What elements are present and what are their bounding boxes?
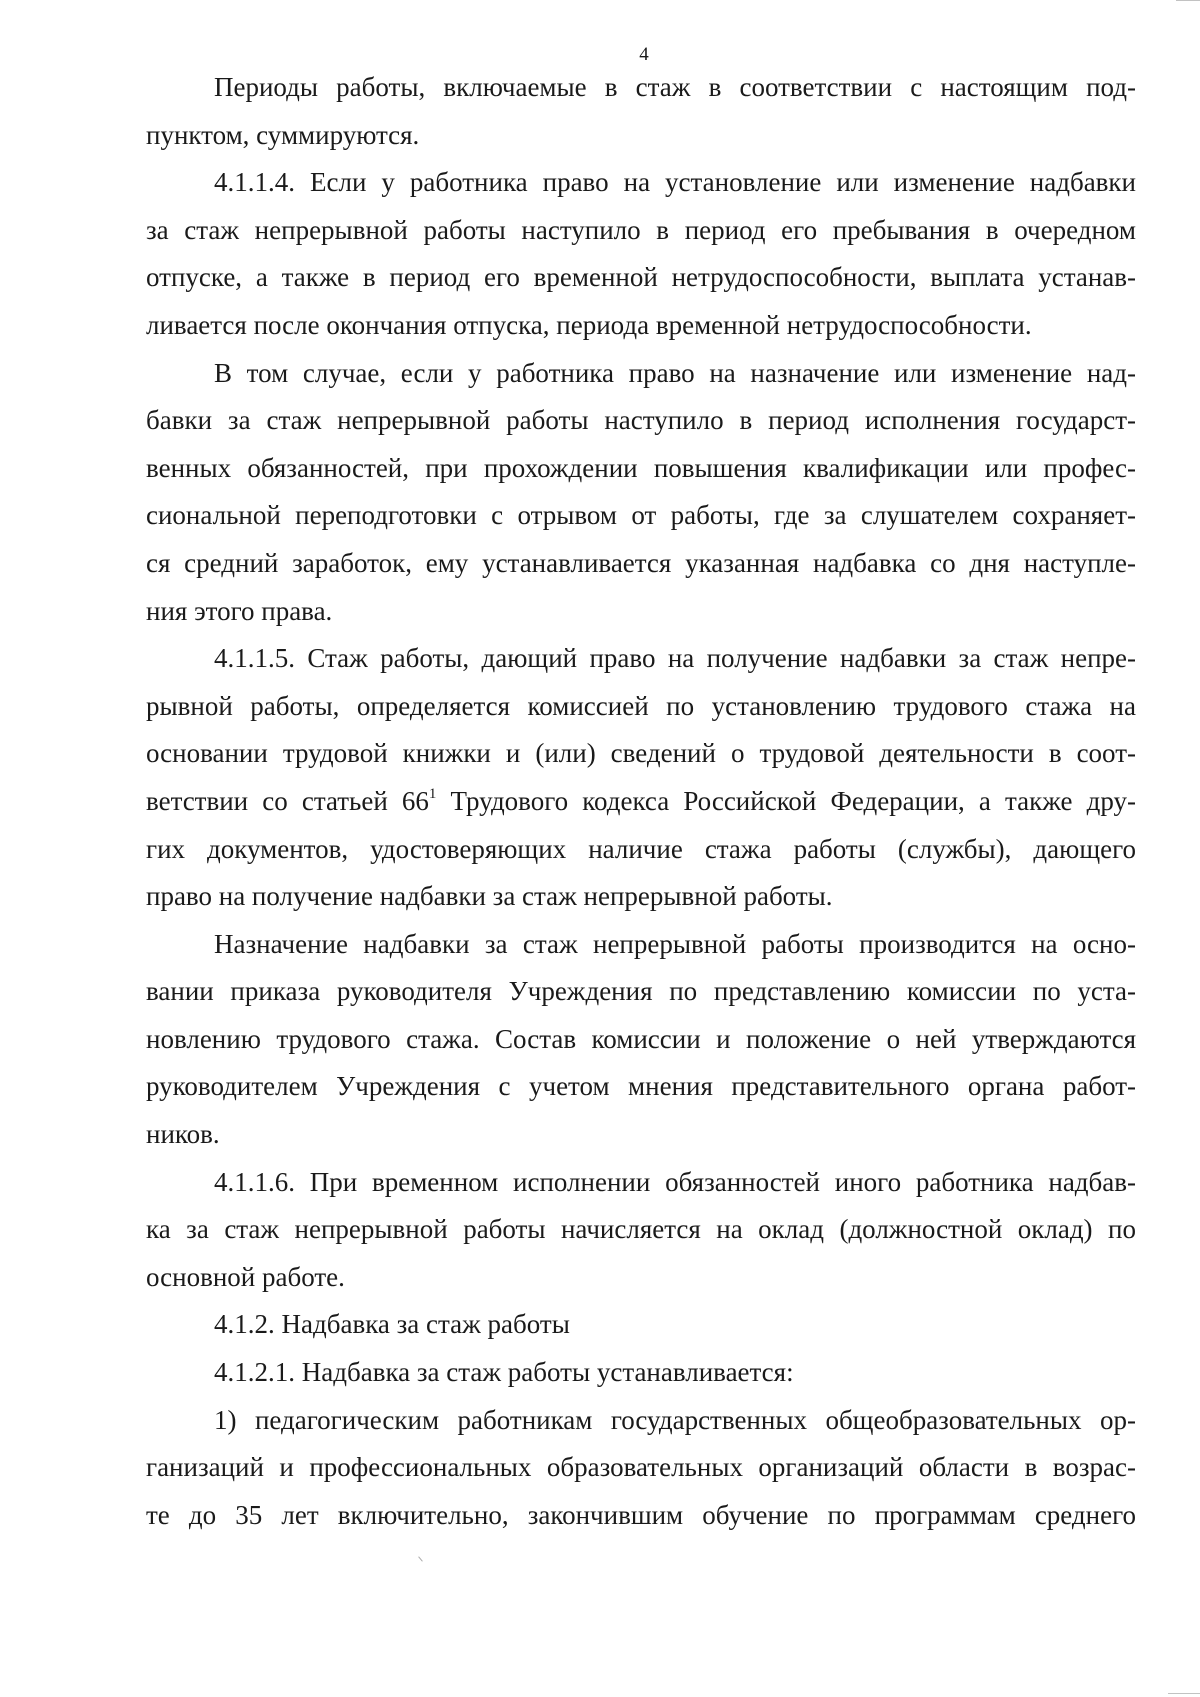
- text-line-content: ся средний заработок, ему устанавливается указанная надбавка со дня наступле-: [146, 547, 1136, 578]
- text-line: [146, 1111, 1136, 1159]
- text-line-continuation: Трудового кодекса Российской Федерации, а также дру-: [436, 785, 1136, 816]
- text-line: [146, 159, 1136, 207]
- text-line: [146, 64, 1136, 112]
- text-line-content: 1) педагогическим работникам государственных общеобразовательных ор-: [214, 1404, 1136, 1435]
- text-line-content: новлению трудового стажа. Состав комиссии и положение о ней утверждаются: [146, 1023, 1136, 1054]
- page-number: 4: [639, 44, 649, 65]
- text-line-content: ка за стаж непрерывной работы начисляется на оклад (должностной оклад) по: [146, 1214, 1136, 1245]
- text-line-content: за стаж непрерывной работы наступило в период его пребывания в очередном: [146, 214, 1136, 245]
- text-line: [146, 1206, 1136, 1254]
- text-line: [146, 873, 1136, 921]
- text-line: [146, 683, 1136, 731]
- text-line: [146, 730, 1136, 778]
- text-line-content: руководителем Учреждения с учетом мнения представительного органа работ-: [146, 1071, 1136, 1102]
- text-line: [146, 635, 1136, 683]
- text-line-content: ганизаций и профессиональных образовательных организаций области в возрас-: [146, 1452, 1136, 1483]
- text-line: [146, 1016, 1136, 1064]
- text-line: [146, 112, 1136, 160]
- text-line: [146, 397, 1136, 445]
- text-line-content: вании приказа руководителя Учреждения по представлению комиссии по уста-: [146, 976, 1136, 1007]
- text-line: [146, 1254, 1136, 1302]
- text-line: [146, 302, 1136, 350]
- text-line: [146, 207, 1136, 255]
- text-line-content: ветствии со статьей 66: [146, 785, 429, 816]
- text-line: [146, 1063, 1136, 1111]
- text-line: [146, 254, 1136, 302]
- text-line: [146, 826, 1136, 874]
- text-line: [146, 350, 1136, 398]
- text-line: [146, 1492, 1136, 1540]
- text-line-content: рывной работы, определяется комиссией по установлению трудового стажа на: [146, 690, 1136, 721]
- scan-edge-mark: [1176, 0, 1200, 1]
- text-line-content: гих документов, удостоверяющих наличие стажа работы (службы), дающего: [146, 833, 1136, 864]
- scan-speck: [418, 1556, 423, 1561]
- text-line: [146, 778, 1136, 826]
- text-line-content: В том случае, если у работника право на назначение или изменение над-: [214, 357, 1136, 388]
- text-line: [146, 1397, 1136, 1445]
- text-line: [146, 445, 1136, 493]
- text-line: [146, 1349, 1136, 1397]
- text-line-content: 4.1.1.4. Если у работника право на установление или изменение надбавки: [214, 167, 1136, 198]
- text-line-content: венных обязанностей, при прохождении повышения квалификации или профес-: [146, 452, 1136, 483]
- text-line-content: 4.1.2.1. Надбавка за стаж работы устанавливается:: [214, 1357, 794, 1388]
- text-line: [146, 588, 1136, 636]
- superscript: 1: [428, 785, 437, 802]
- text-line: [146, 540, 1136, 588]
- text-line-content: пунктом, суммируются.: [146, 119, 420, 150]
- text-line-content: Назначение надбавки за стаж непрерывной работы производится на осно-: [214, 928, 1136, 959]
- text-line-content: бавки за стаж непрерывной работы наступило в период исполнения государст-: [146, 405, 1136, 436]
- text-line: [146, 1444, 1136, 1492]
- text-line-content: ливается после окончания отпуска, периода временной нетрудоспособности.: [146, 309, 1032, 340]
- text-line-content: право на получение надбавки за стаж непрерывной работы.: [146, 881, 833, 912]
- text-line-content: основной работе.: [146, 1261, 345, 1292]
- text-line-content: те до 35 лет включительно, закончившим обучение по программам среднего: [146, 1499, 1136, 1530]
- text-line-content: 4.1.2. Надбавка за стаж работы: [214, 1309, 570, 1340]
- text-line: [146, 1301, 1136, 1349]
- text-line-content: ников.: [146, 1119, 220, 1150]
- text-line-content: 4.1.1.6. При временном исполнении обязанностей иного работника надбав-: [214, 1166, 1136, 1197]
- text-line-content: ния этого права.: [146, 595, 333, 626]
- text-line: [146, 492, 1136, 540]
- document-body: [146, 64, 1136, 1539]
- text-line-content: отпуске, а также в период его временной нетрудоспособности, выплата устанав-: [146, 262, 1136, 293]
- text-line-content: основании трудовой книжки и (или) сведений о трудовой деятельности в соот-: [146, 738, 1136, 769]
- text-line-content: Периоды работы, включаемые в стаж в соответствии с настоящим под-: [214, 72, 1136, 102]
- text-line-content: 4.1.1.5. Стаж работы, дающий право на получение надбавки за стаж непре-: [214, 643, 1136, 674]
- text-line: [146, 968, 1136, 1016]
- text-line: [146, 921, 1136, 969]
- scan-edge-mark: [1168, 1693, 1200, 1694]
- text-line: [146, 1159, 1136, 1207]
- text-line-content: сиональной переподготовки с отрывом от работы, где за слушателем сохраняет-: [146, 500, 1136, 531]
